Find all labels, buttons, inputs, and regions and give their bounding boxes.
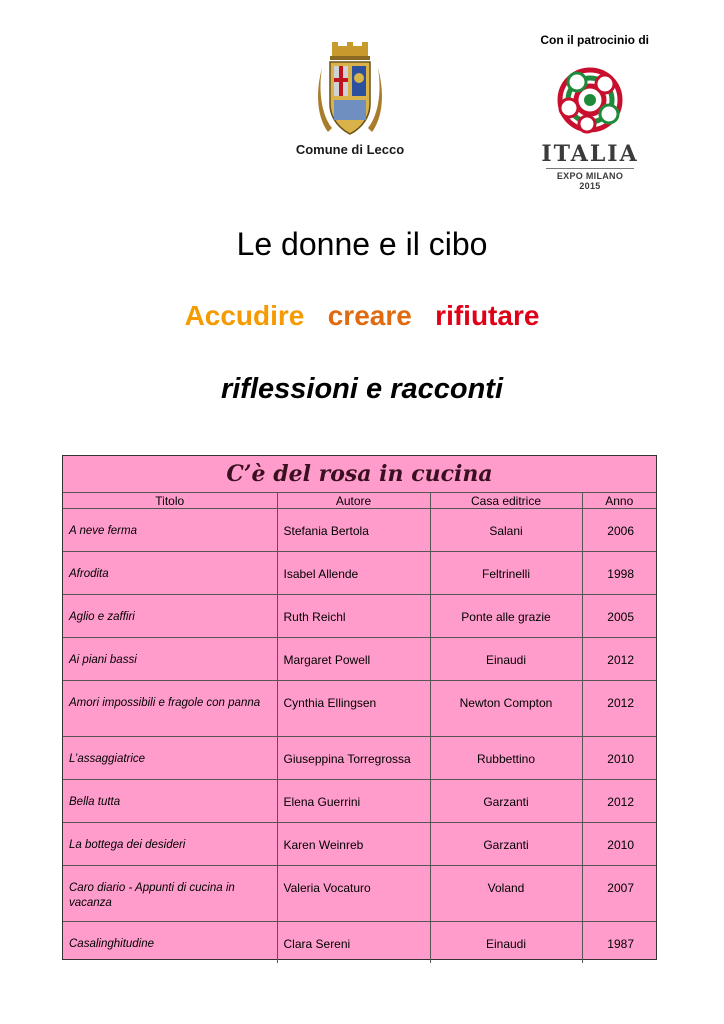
patronage-label: Con il patrocinio di <box>540 33 649 47</box>
table-row <box>63 595 656 638</box>
book-publisher: Rubbettino <box>430 737 582 780</box>
book-publisher: Einaudi <box>430 638 582 681</box>
book-publisher: Garzanti <box>430 823 582 866</box>
comune-di-lecco-logo <box>285 42 415 157</box>
book-year: 2006 <box>582 509 656 552</box>
coat-of-arms-icon <box>318 42 382 138</box>
expo-subtitle: EXPO MILANO 2015 <box>546 168 634 191</box>
table-row <box>63 823 656 866</box>
book-publisher: Ponte alle grazie <box>430 595 582 638</box>
page-title: Le donne e il cibo <box>236 226 488 262</box>
verb-rifiutare: rifiutare <box>435 300 540 331</box>
header-anno: Anno <box>582 493 656 509</box>
book-author: Isabel Allende <box>277 552 430 595</box>
page-subtitle: riflessioni e racconti <box>220 373 504 405</box>
table-row <box>63 737 656 780</box>
header-titolo: Titolo <box>63 493 277 509</box>
book-title: Afrodita <box>63 552 277 595</box>
book-title: Bella tutta <box>63 780 277 823</box>
book-title: La bottega dei desideri <box>63 823 277 866</box>
book-author: Stefania Bertola <box>277 509 430 552</box>
book-title: Casalinghitudine <box>63 922 277 963</box>
book-year: 2010 <box>582 737 656 780</box>
table-row <box>63 509 656 552</box>
book-table <box>63 493 656 963</box>
expo-milano-2015-logo <box>540 60 640 191</box>
table-header-row <box>63 493 656 509</box>
book-author: Cynthia Ellingsen <box>277 681 430 737</box>
book-title: Amori impossibili e fragole con panna <box>63 681 277 737</box>
verb-creare: creare <box>327 300 412 331</box>
book-title: A neve ferma <box>63 509 277 552</box>
verb-accudire: Accudire <box>184 300 305 331</box>
expo-brand: ITALIA <box>541 141 639 167</box>
book-list-title: C’è del rosa in cucina <box>63 456 656 493</box>
table-row <box>63 681 656 737</box>
book-title: Ai piani bassi <box>63 638 277 681</box>
verbs-line <box>0 300 724 332</box>
book-year: 2005 <box>582 595 656 638</box>
book-publisher: Feltrinelli <box>430 552 582 595</box>
book-author: Valeria Vocaturo <box>277 866 430 922</box>
book-author: Elena Guerrini <box>277 780 430 823</box>
book-year: 1998 <box>582 552 656 595</box>
book-title: Aglio e zaffiri <box>63 595 277 638</box>
table-row <box>63 552 656 595</box>
expo-rosette-icon <box>547 60 633 140</box>
table-row <box>63 780 656 823</box>
book-publisher: Voland <box>430 866 582 922</box>
book-author: Clara Sereni <box>277 922 430 963</box>
book-publisher: Salani <box>430 509 582 552</box>
book-year: 2012 <box>582 681 656 737</box>
book-year: 1987 <box>607 937 634 951</box>
book-year: 2010 <box>582 823 656 866</box>
table-row <box>63 638 656 681</box>
book-title: L’assaggiatrice <box>63 737 277 780</box>
book-list-table <box>62 455 657 960</box>
book-year: 2012 <box>582 780 656 823</box>
table-row <box>63 922 656 963</box>
book-author: Margaret Powell <box>277 638 430 681</box>
book-author: Karen Weinreb <box>277 823 430 866</box>
book-year: 2012 <box>582 638 656 681</box>
book-title: Caro diario - Appunti di cucina in vacanza <box>63 866 277 922</box>
table-row <box>63 866 656 922</box>
header-casa-editrice: Casa editrice <box>430 493 582 509</box>
book-publisher: Newton Compton <box>430 681 582 737</box>
book-publisher: Einaudi <box>430 922 582 963</box>
book-publisher: Garzanti <box>430 780 582 823</box>
comune-name: Comune di Lecco <box>295 142 405 157</box>
header-autore: Autore <box>277 493 430 509</box>
book-year: 2007 <box>582 866 656 922</box>
book-author: Ruth Reichl <box>277 595 430 638</box>
book-author: Giuseppina Torregrossa <box>277 737 430 780</box>
